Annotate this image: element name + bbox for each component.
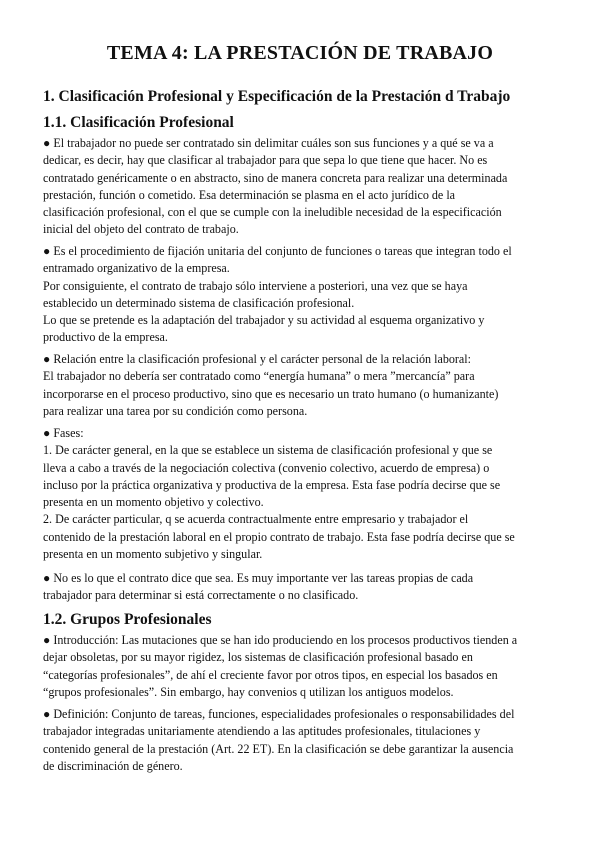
paragraph-line: 1. De carácter general, en la que se establece un sistema de clasificación profesional y que se xyxy=(43,443,493,458)
paragraph-line: trabajador para determinar si está correctamente o no clasificado. xyxy=(43,588,359,603)
section-heading: 1. Clasificación Profesional y Especificación de la Prestación d Trabajo xyxy=(43,88,511,105)
paragraph-line: clasificación profesional, con el que se cumple con la ineludible necesidad de la especificación xyxy=(43,205,502,220)
paragraph-line: dejar obsoletas, por su mayor rigidez, los sistemas de clasificación profesional basado en xyxy=(43,650,473,665)
paragraph-line: Por consiguiente, el contrato de trabajo sólo interviene a posteriori, una vez que se haya xyxy=(43,278,468,293)
paragraph-1-1-e xyxy=(43,570,558,605)
paragraph-line: inicial del objeto del contrato de trabajo. xyxy=(43,222,239,237)
paragraph-line: establecido un determinado sistema de clasificación profesional. xyxy=(43,295,355,310)
subsection-heading-1-2: 1.2. Grupos Profesionales xyxy=(43,611,212,628)
paragraph-line: ● El trabajador no puede ser contratado sin delimitar cuáles son sus funciones y a qué se va a xyxy=(43,136,494,150)
paragraph-1-1-b xyxy=(43,243,558,347)
paragraph-1-1-a xyxy=(43,135,558,239)
paragraph-line: ● Relación entre la clasificación profesional y el carácter personal de la relación laboral: xyxy=(43,352,472,366)
paragraph-line: incluso por la práctica organizativa y productiva de la empresa. Esta fase podría decirse que se xyxy=(43,477,501,492)
paragraph-line: ● Fases: xyxy=(43,426,84,440)
paragraph-line: trabajador integradas unitariamente atendiendo a las aptitudes profesionales, titulaciones y xyxy=(43,724,481,739)
paragraph-line: Lo que se pretende es la adaptación del trabajador y su actividad al esquema organizativo y xyxy=(43,313,485,328)
paragraph-line: ● Definición: Conjunto de tareas, funciones, especialidades profesionales o responsabilidades del xyxy=(43,707,515,721)
paragraph-line: presenta en un momento objetivo y colectivo. xyxy=(43,495,264,510)
paragraph-line: de discriminación de género. xyxy=(43,758,183,773)
paragraph-line: ● No es lo que el contrato dice que sea. Es muy importante ver las tareas propias de cada xyxy=(43,571,474,585)
paragraph-1-2-a xyxy=(43,632,558,701)
paragraph-1-1-d xyxy=(43,425,558,563)
paragraph-1-2-b xyxy=(43,706,558,775)
paragraph-line: ● Es el procedimiento de fijación unitaria del conjunto de funciones o tareas que integran todo el xyxy=(43,244,512,258)
paragraph-line: contratado genéricamente o en abstracto, sino de manera concreta para realizar una determinada xyxy=(43,170,508,185)
paragraph-line: productivo de la empresa. xyxy=(43,330,168,345)
paragraph-line: para realizar una tarea por su condición como persona. xyxy=(43,403,308,418)
paragraph-line: lleva a cabo a través de la negociación colectiva (convenio colectivo, acuerdo de empresa) o xyxy=(43,460,490,475)
paragraph-line: presenta en un momento subjetivo y singular. xyxy=(43,547,263,562)
paragraph-line: ● Introducción: Las mutaciones que se han ido produciendo en los procesos productivos tienden a xyxy=(43,633,518,647)
paragraph-line: entramado organizativo de la empresa. xyxy=(43,261,230,276)
paragraph-line: “grupos profesionales”. Sin embargo, hay convenios q utilizan los antiguos modelos. xyxy=(43,684,454,699)
paragraph-1-1-c xyxy=(43,351,558,420)
paragraph-line: prestación, función o cometido. Esa determinación se plasma en el acto jurídico de la xyxy=(43,187,456,202)
document-title: TEMA 4: LA PRESTACIÓN DE TRABAJO xyxy=(106,42,494,64)
paragraph-line: 2. De carácter particular, q se acuerda contractualmente entre empresario y trabajador el xyxy=(43,512,469,527)
paragraph-line: incorporarse en el proceso productivo, sino que es necesario un trato humano (o humanizante) xyxy=(43,386,499,401)
paragraph-line: El trabajador no debería ser contratado como “energía humana” o mera ”mercancía” para xyxy=(43,369,475,384)
subsection-heading-1-1: 1.1. Clasificación Profesional xyxy=(43,114,234,131)
paragraph-line: “categorías profesionales”, de ahí el creciente favor por otros tipos, en especial los basados en xyxy=(43,667,498,682)
paragraph-line: contenido general de la prestación (Art. 22 ET). En la clasificación se debe garantizar la ausencia xyxy=(43,741,514,756)
paragraph-line: dedicar, es decir, hay que clasificar al trabajador para que sepa lo que tiene que hacer. No es xyxy=(43,153,488,168)
paragraph-line: contenido de la prestación laboral en el propio contrato de trabajo. Esta fase podría decirse que se xyxy=(43,529,515,544)
